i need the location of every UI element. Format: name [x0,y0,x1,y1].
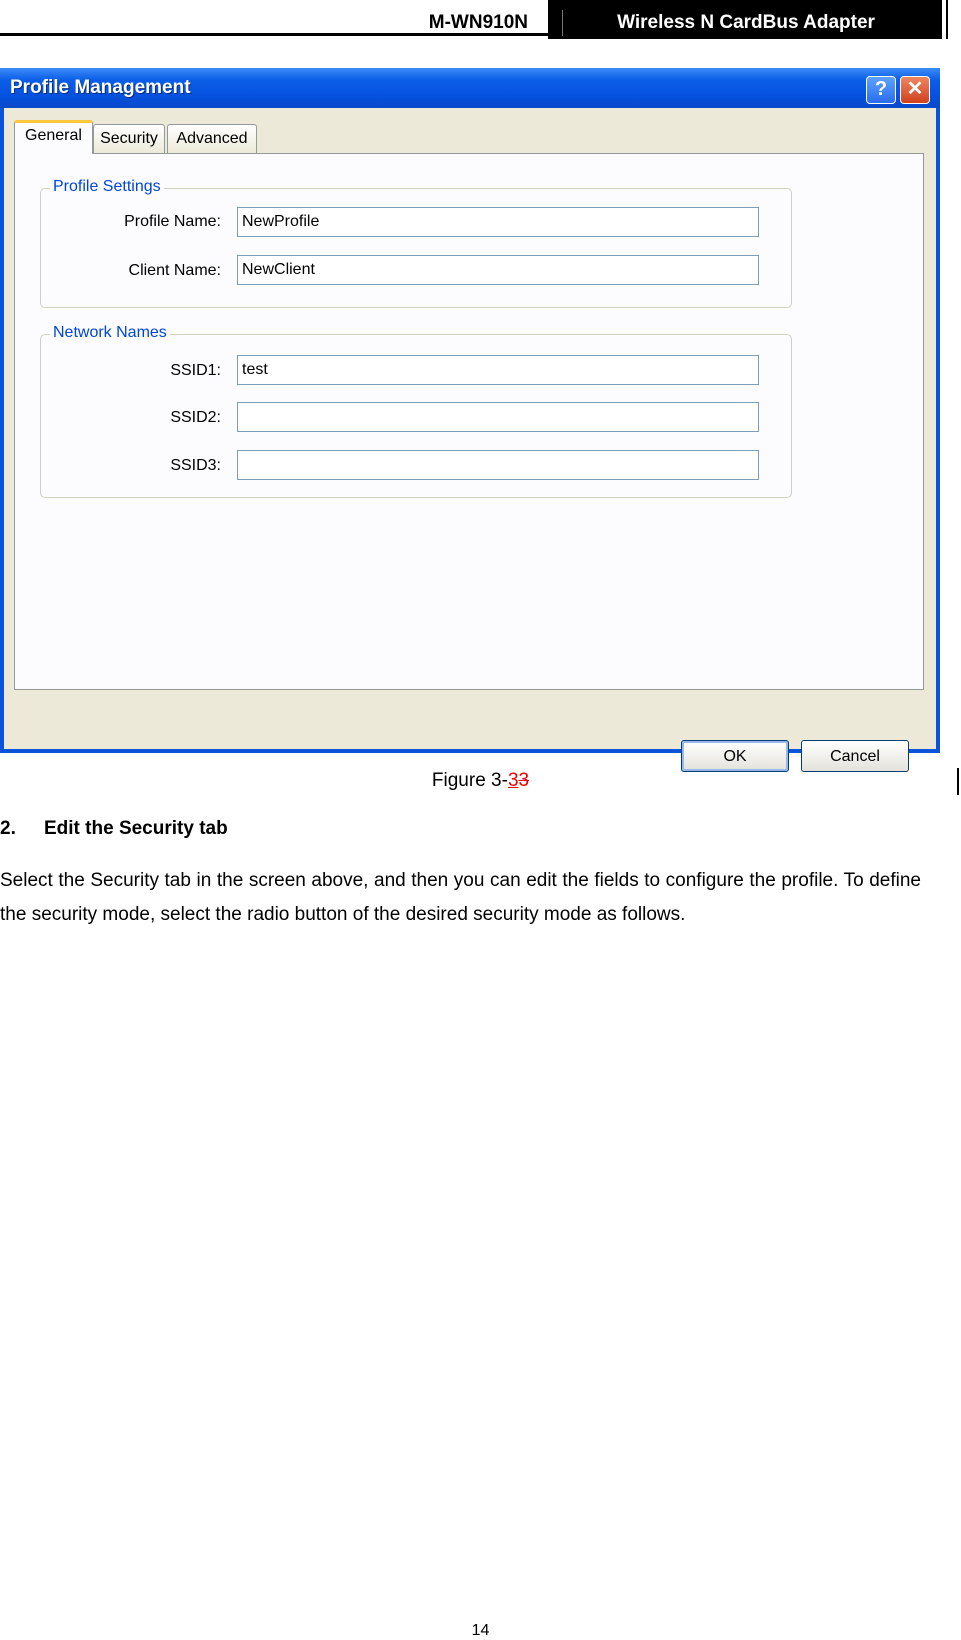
network-names-legend: Network Names [50,324,170,342]
header-model: M-WN910N [0,0,548,36]
section-title: Edit the Security tab [44,818,228,839]
tab-general[interactable]: General [14,120,93,154]
client-name-field[interactable] [237,255,759,285]
profile-settings-group [40,178,792,308]
tab-security[interactable]: Security [93,124,165,154]
header-divider [946,0,948,39]
ssid2-field[interactable] [237,402,759,432]
help-icon[interactable]: ? [866,76,896,104]
document-header [0,0,961,40]
caption-inserted-number: 3 [507,770,519,791]
client-name-label: Client Name: [128,262,221,279]
page-number: 14 [471,1622,490,1639]
ssid3-label: SSID3: [170,457,221,474]
dialog-titlebar [0,68,940,108]
dialog-client-area [4,108,936,765]
caption-prefix: Figure 3- [431,770,508,791]
caption-deleted-number: 3 [518,770,530,791]
header-product-title: Wireless N CardBus Adapter [548,0,944,39]
ok-button[interactable]: OK [681,740,789,772]
ssid2-label: SSID2: [170,409,221,426]
cancel-button[interactable]: Cancel [801,740,909,772]
network-names-group [40,324,792,498]
profile-management-dialog [0,68,940,765]
dialog-title: Profile Management [10,77,191,98]
tab-advanced[interactable]: Advanced [167,124,257,154]
general-tab-panel [14,153,924,690]
header-divider [562,10,563,36]
body-paragraph: Select the Security tab in the screen above, and then you can edit the fields to configure the profile. To define the security mode, select the radio button of the desired security mode as follows. [0,870,921,925]
revision-change-bar [957,768,959,795]
figure-caption [0,770,961,792]
profile-name-label: Profile Name: [124,213,221,230]
profile-settings-legend: Profile Settings [50,178,164,196]
ssid1-field[interactable] [237,355,759,385]
close-icon[interactable]: ✕ [900,76,930,104]
section-heading [0,818,228,840]
profile-name-field[interactable] [237,207,759,237]
ssid3-field[interactable] [237,450,759,480]
section-number: 2. [0,818,16,839]
header-divider [942,0,944,39]
ssid1-label: SSID1: [170,362,221,379]
